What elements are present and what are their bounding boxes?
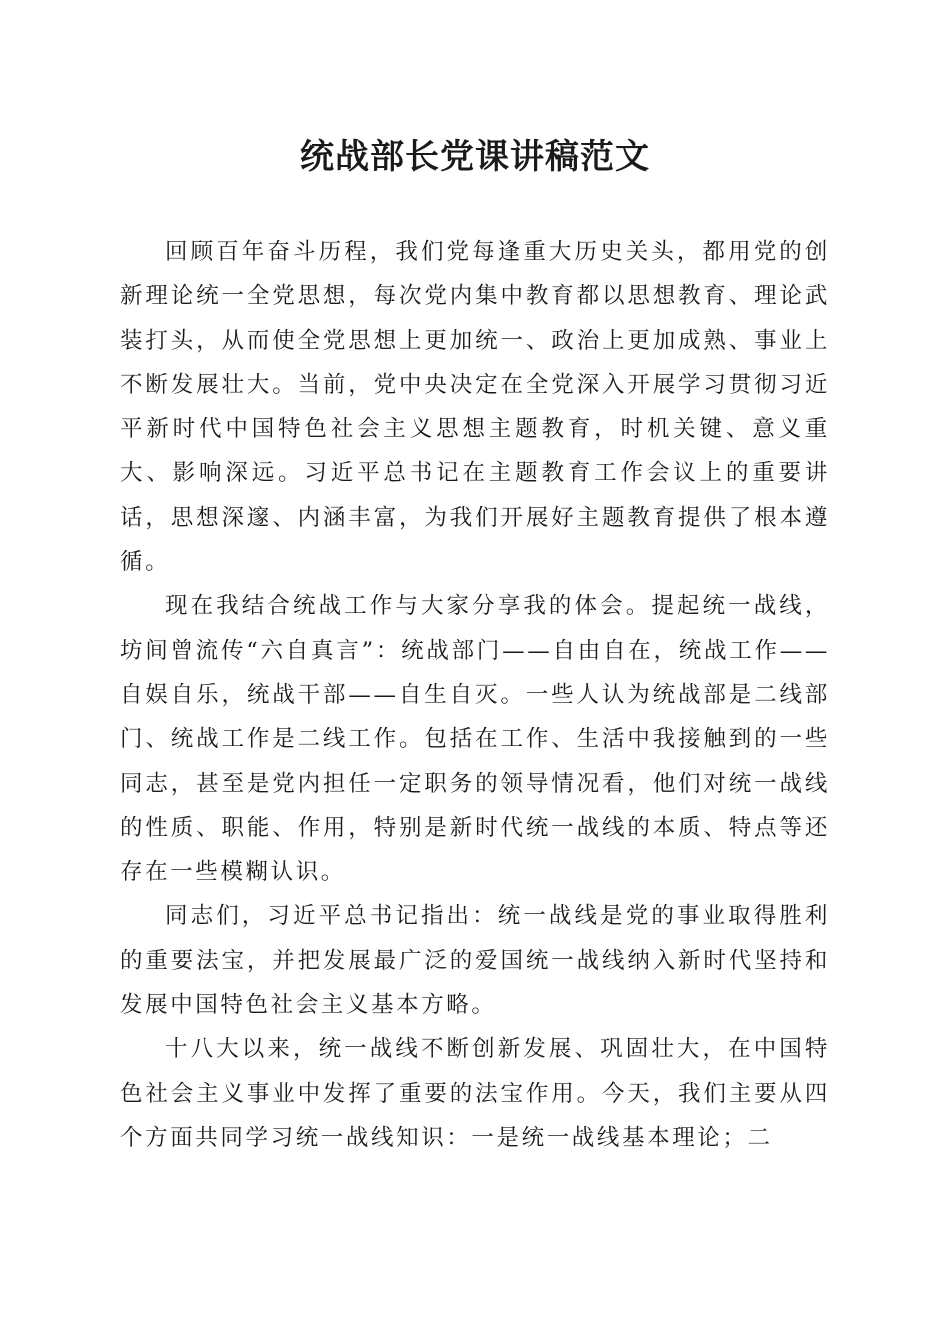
document-body — [120, 230, 830, 1160]
document-title: 统战部长党课讲稿范文 — [300, 137, 650, 177]
paragraph-2: 现在我结合统战工作与大家分享我的体会。提起统一战线，坊间曾流传“六自真言”：统战部门——自由自在，统战工作——自娱自乐，统战干部——自生自灭。一些人认为统战部是二线部门、统战工作是二线工作。包括在工作、生活中我接触到的一些同志，甚至是党内担任一定职务的领导情况看，他们对统一战线的性质、职能、作用，特别是新时代统一战线的本质、特点等还存在一些模糊认识。 — [120, 593, 830, 886]
paragraph-4: 十八大以来，统一战线不断创新发展、巩固壮大，在中国特色社会主义事业中发挥了重要的法宝作用。今天，我们主要从四个方面共同学习统一战线知识：一是统一战线基本理论；二 — [120, 1036, 830, 1151]
paragraph-3: 同志们，习近平总书记指出：统一战线是党的事业取得胜利的重要法宝，并把发展最广泛的爱国统一战线纳入新时代坚持和发展中国特色社会主义基本方略。 — [120, 903, 830, 1019]
paragraph-1: 回顾百年奋斗历程，我们党每逢重大历史关头，都用党的创新理论统一全党思想，每次党内集中教育都以思想教育、理论武装打头，从而使全党思想上更加统一、政治上更加成熟、事业上不断发展壮大。当前，党中央决定在全党深入开展学习贯彻习近平新时代中国特色社会主义思想主题教育，时机关键、意义重大、影响深远。习近平总书记在主题教育工作会议上的重要讲话，思想深邃、内涵丰富，为我们开展好主题教育提供了根本遵循。 — [120, 239, 830, 576]
